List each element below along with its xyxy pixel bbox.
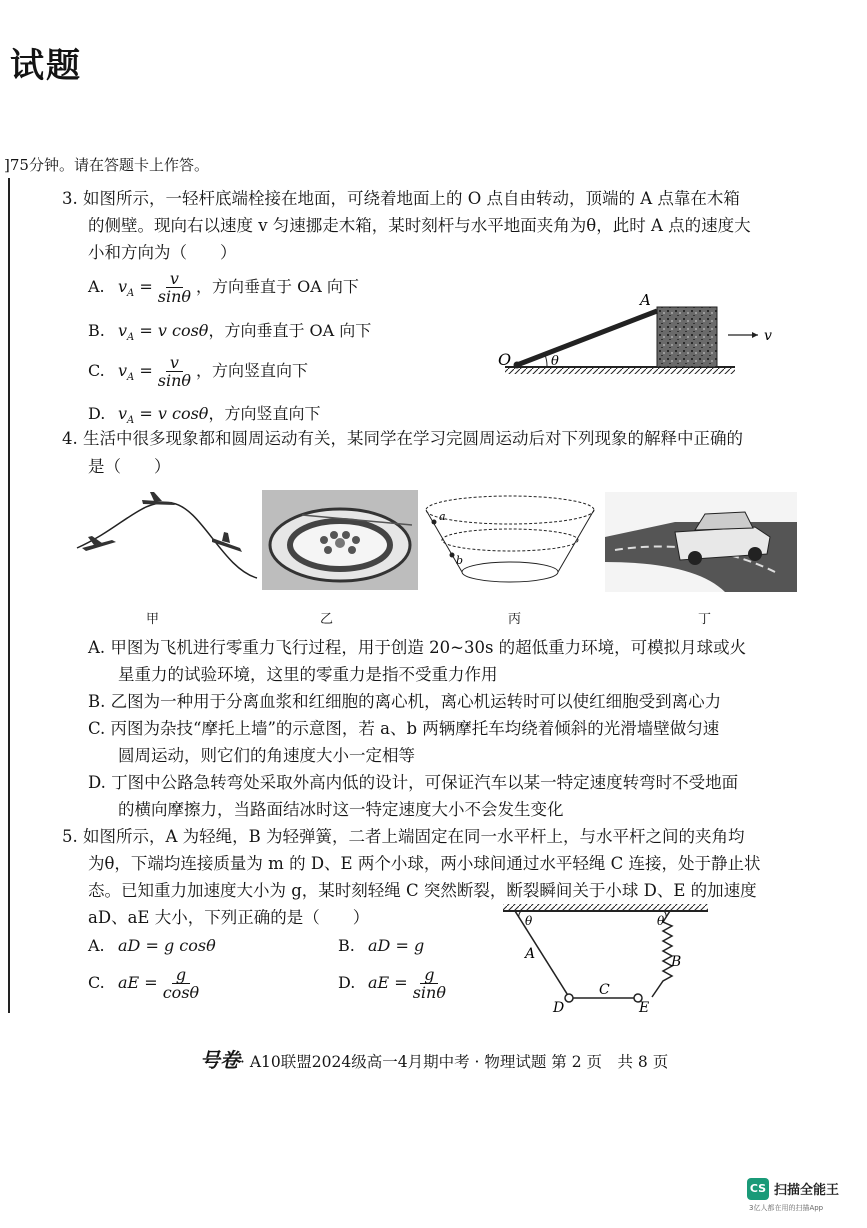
plane-icon: [142, 492, 175, 505]
q3-figure: [490, 285, 780, 385]
q3-c-fraction: [156, 354, 193, 389]
q5-theta-left: θ: [525, 914, 533, 928]
q4-line-2: 是（ ）: [88, 457, 171, 476]
q5-option-c-label: C.: [88, 973, 105, 992]
q5-c-den: cosθ: [162, 983, 200, 1002]
q3-va: $v_A$ =: [118, 277, 153, 300]
plane-icon: [212, 532, 242, 552]
q5-label-b: B: [671, 954, 682, 970]
fig-label-a: a: [439, 510, 446, 523]
camscanner-icon: CS: [747, 1178, 769, 1200]
q3-c-num: v: [166, 354, 183, 372]
q5-c-lhs: aE =: [118, 973, 158, 992]
q5-d-fraction: [411, 966, 448, 1001]
exam-time-note: ]75分钟。请在答题卡上作答。: [4, 156, 209, 174]
q5-option-a-label: A.: [88, 936, 105, 955]
q3-line-3: 小和方向为（ ）: [88, 243, 237, 262]
q3-option-d[interactable]: [88, 401, 320, 426]
q5-c-num: g: [172, 966, 190, 984]
q3-c-text: ，方向竖直向下: [196, 361, 309, 380]
q3-o-label: O: [498, 350, 512, 369]
ball-b: [450, 553, 455, 558]
q5-option-d[interactable]: [338, 966, 451, 1001]
q5-d-num: g: [420, 966, 438, 984]
q5-option-c[interactable]: [88, 966, 204, 1001]
q5-c-fraction: [161, 966, 201, 1001]
q3-option-b[interactable]: [88, 318, 371, 343]
q5-label-c: C: [599, 982, 610, 998]
caption-bing: 丙: [508, 612, 522, 627]
q5-angle-arc-right: [664, 911, 666, 918]
q3-option-a[interactable]: [88, 270, 359, 305]
centrifuge-hub: [335, 538, 345, 548]
q5-line-4: aD、aE 大小，下列正确的是（ ）: [88, 908, 370, 927]
brand-logo: 号卷: [200, 1048, 240, 1072]
cone-middle: [442, 529, 578, 551]
ball-a: [432, 520, 437, 525]
q3-b-expr: = v cosθ: [139, 321, 209, 340]
q3-vb: $v_A$: [118, 321, 135, 344]
q3-a-num: v: [166, 270, 183, 288]
scanner-watermark: [747, 1176, 855, 1216]
q5-d-den: sinθ: [412, 983, 446, 1002]
q4-figure-ding: [605, 492, 797, 592]
q4-figure-yi: [262, 490, 418, 590]
q3-option-c-label: C.: [88, 361, 105, 380]
fig-label-b: b: [456, 554, 464, 567]
q4-parabola: [77, 502, 257, 578]
q3-vc: $v_A$ =: [118, 361, 153, 384]
q5-option-b-label: B.: [338, 936, 355, 955]
q5-line-3: 态。已知重力加速度大小为 g，某时刻轻绳 C 突然断裂，断裂瞬间关于小球 D、E 的加速度: [88, 881, 757, 900]
cone-bottom: [462, 562, 558, 582]
q5-d-lhs: aE =: [368, 973, 408, 992]
caption-yi: 乙: [320, 612, 334, 627]
q5-option-d-label: D.: [338, 973, 356, 992]
page-title: 试题: [10, 46, 82, 86]
q5-line-1: 5. 如图所示，A 为轻绳，B 为轻弹簧，二者上端固定在同一水平杆上，与水平杆之间的夹角均: [62, 827, 745, 846]
camscanner-slogan: 3亿人都在用的扫描App: [749, 1204, 824, 1212]
q3-v-label: v: [764, 328, 772, 344]
q5-rope-a: [515, 911, 569, 997]
q5-ball-d: [565, 994, 573, 1002]
q3-option-c[interactable]: [88, 354, 308, 389]
q3-b-text: ，方向垂直于 OA 向下: [208, 321, 372, 340]
q3-a-text: ，方向垂直于 OA 向下: [196, 277, 359, 296]
caption-ding: 丁: [698, 612, 712, 627]
q4-option-a-1[interactable]: A. 甲图为飞机进行零重力飞行过程，用于创造 20~30s 的超低重力环境，可模拟月球或火: [88, 638, 747, 657]
cone-right-wall: [558, 510, 594, 572]
q3-a-fraction: [156, 270, 193, 305]
q3-option-a-label: A.: [88, 277, 105, 296]
footer-text: · A10联盟2024级高一4月期中考 · 物理试题 第 2 页 共 8 页: [240, 1053, 669, 1071]
q5-line-2: 为θ，下端均连接质量为 m 的 D、E 两个小球，两小球间通过水平轻绳 C 连接，处于静止状: [88, 854, 761, 873]
q4-figure-jia: [72, 488, 262, 588]
q3-option-d-label: D.: [88, 404, 106, 423]
cone-top: [426, 496, 594, 524]
q3-rod: [517, 311, 657, 365]
q4-option-c-2: 圆周运动，则它们的角速度大小一定相等: [118, 746, 415, 765]
q3-d-expr: = v cosθ: [139, 404, 209, 423]
q4-option-a-2: 星重力的试验环境，这里的零重力是指不受重力作用: [118, 665, 498, 684]
q3-theta-label: θ: [551, 354, 559, 369]
q3-ground-hatch: [505, 368, 735, 374]
q5-figure: [495, 900, 720, 1018]
q4-option-b-1[interactable]: B. 乙图为一种用于分离血浆和红细胞的离心机，离心机运转时可以使红细胞受到离心力: [88, 692, 722, 711]
q3-a-label: A: [640, 291, 651, 309]
q5-angle-arc-left: [519, 911, 521, 918]
q3-d-text: ，方向竖直向下: [208, 404, 321, 423]
q3-a-den: sinθ: [157, 287, 192, 306]
q5-b-expr: aD = g: [368, 936, 425, 955]
q5-label-e: E: [639, 1000, 650, 1016]
q3-arrow-head: [752, 332, 758, 338]
q3-line-1: 3. 如图所示，一轻杆底端栓接在地面，可绕着地面上的 O 点自由转动，顶端的 A 点靠在木箱: [62, 189, 740, 208]
q3-pivot: [514, 362, 521, 369]
camscanner-name: 扫描全能王: [774, 1183, 840, 1198]
q4-line-1: 4. 生活中很多现象都和圆周运动有关，某同学在学习完圆周运动后对下列现象的解释中正确的: [62, 429, 743, 448]
q4-option-d-2: 的横向摩擦力，当路面结冰时这一特定速度大小不会发生变化: [118, 800, 564, 819]
q4-option-d-1[interactable]: D. 丁图中公路急转弯处采取外高内低的设计，可保证汽车以某一特定速度转弯时不受地面: [88, 773, 739, 792]
caption-jia: 甲: [146, 612, 160, 627]
q5-option-a[interactable]: [88, 936, 216, 955]
q5-label-d: D: [553, 1000, 565, 1016]
q5-label-a: A: [525, 946, 536, 962]
q5-ceiling-hatch: [503, 904, 708, 911]
q5-option-b[interactable]: [338, 936, 424, 955]
q5-theta-right: θ: [657, 914, 665, 928]
q3-c-den: sinθ: [157, 371, 192, 390]
q3-vd: $v_A$: [118, 404, 135, 427]
q3-option-b-label: B.: [88, 321, 105, 340]
q3-line-2: 的侧壁。现向右以速度 v 匀速挪走木箱，某时刻杆与水平地面夹角为θ，此时 A 点的速度大: [88, 216, 751, 235]
q3-angle-arc: [545, 355, 547, 366]
margin-bar: [8, 178, 10, 1013]
q5-a-expr: aD = g cosθ: [118, 936, 216, 955]
page-footer: [200, 1044, 668, 1073]
q4-option-c-1[interactable]: C. 丙图为杂技“摩托上墙”的示意图，若 a、b 两辆摩托车均绕着倾斜的光滑墙壁做匀速: [88, 719, 720, 738]
q4-figure-bing: [420, 490, 600, 600]
q3-box: [657, 307, 717, 367]
